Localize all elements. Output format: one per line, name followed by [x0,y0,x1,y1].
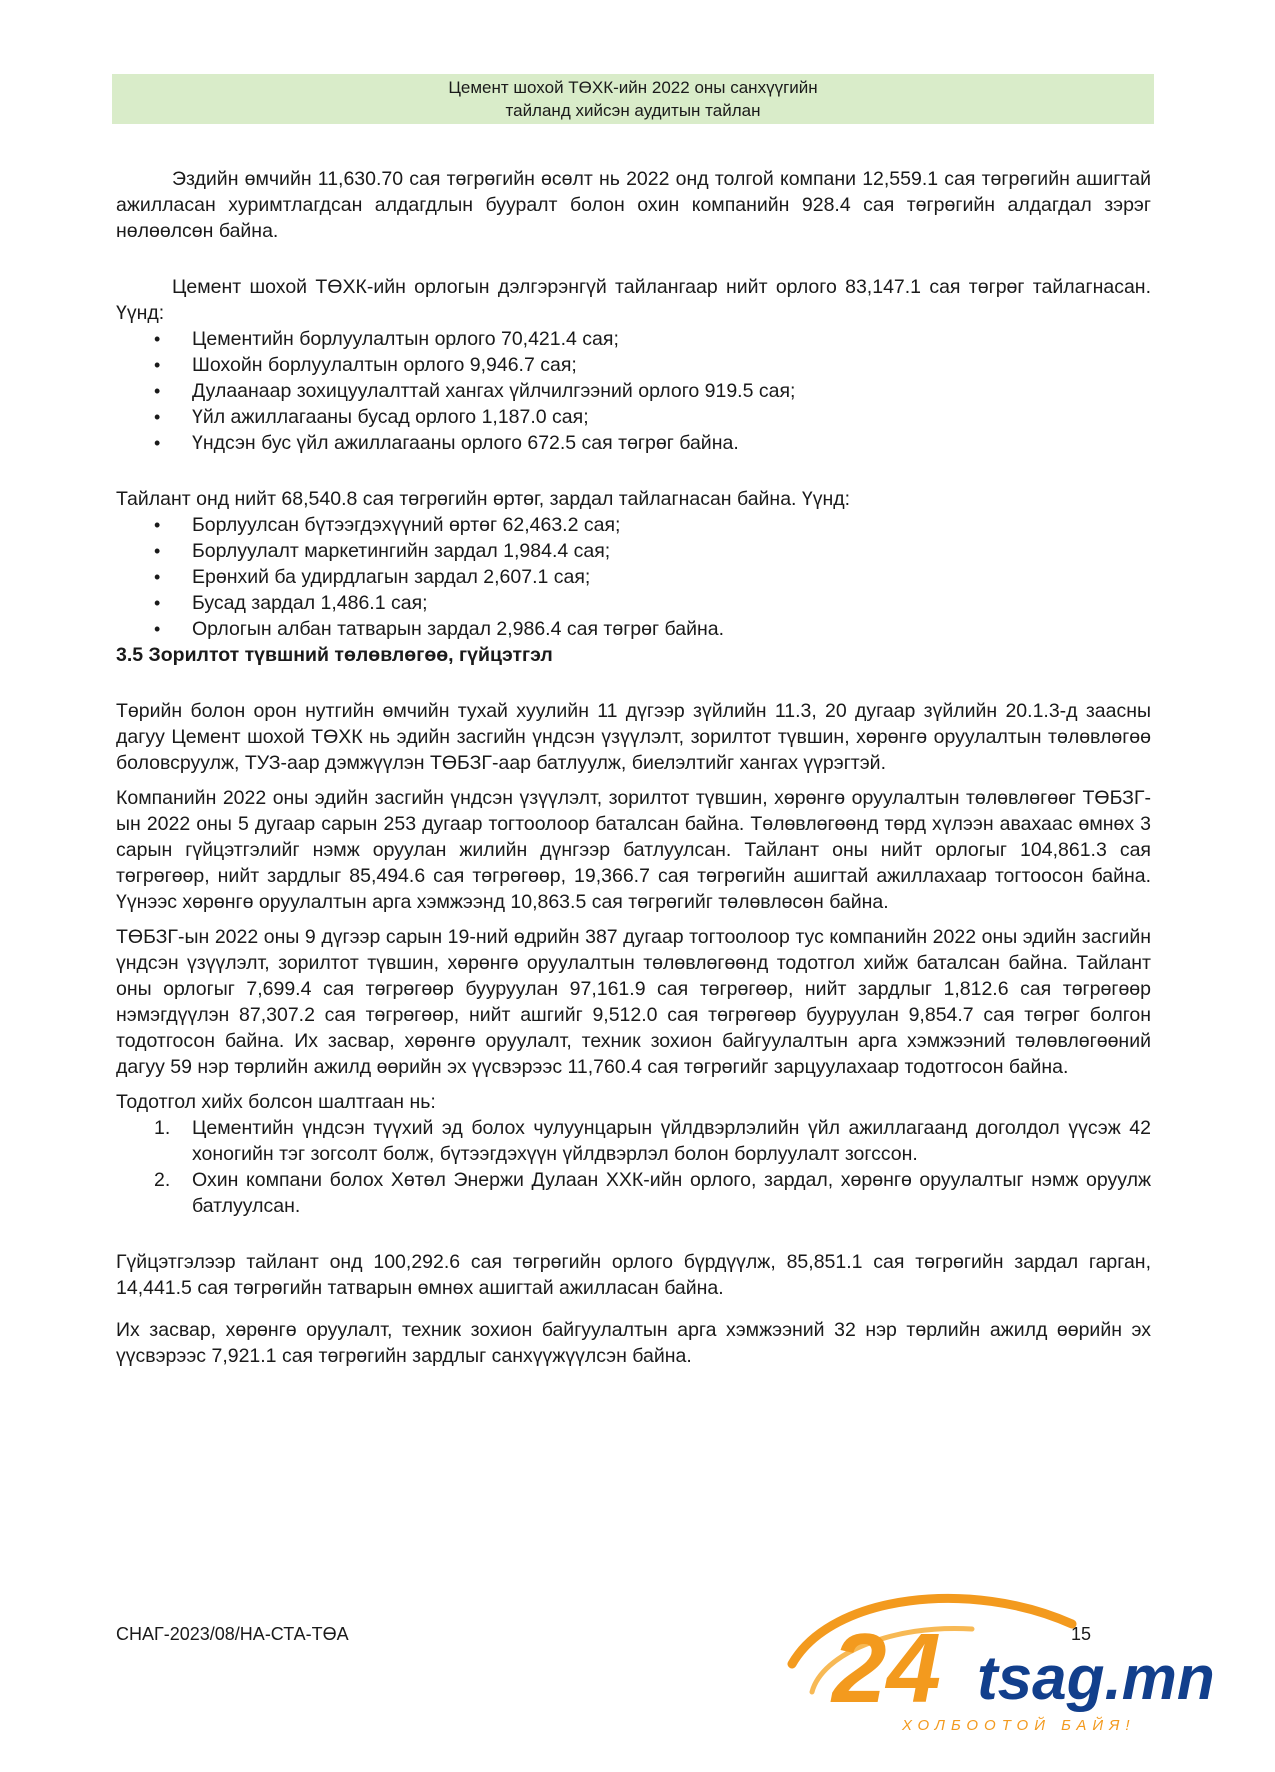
list-item: • Ерөнхий ба удирдлагын зардал 2,607.1 сая; [116,564,1151,590]
paragraph-equity: Эздийн өмчийн 11,630.70 сая төгрөгийн өсөлт нь 2022 онд толгой компани 12,559.1 сая төгрөгийн ашигтай ажилласан хуримтлагдсан алдагдлын бууралт болон охин компанийн 928.4 сая төгрөгийн алдагдал зэрэг нөлөөлсөн байна. [116,168,1151,242]
paragraph-reasons-intro: Тодотгол хийх болсон шалтгаан нь: [116,1091,436,1113]
list-item: • Үйл ажиллагааны бусад орлого 1,187.0 сая; [116,404,1151,430]
paragraph-performance: Гүйцэтгэлээр тайлант онд 100,292.6 сая төгрөгийн орлого бүрдүүлж, 85,851.1 сая төгрөгийн зардал гарган, 14,441.5 сая төгрөгийн татварын өмнөх ашигтай ажилласан байна. [116,1251,1151,1299]
logo-name: tsag.mn [977,1644,1215,1713]
list-item: • Дулаанаар зохицуулалттай хангах үйлчилгээний орлого 919.5 сая; [116,378,1151,404]
section-title: 3.5 Зорилтот түвшний төлөвлөгөө, гүйцэтгэл [116,644,553,666]
paragraph-capex: Их засвар, хөрөнгө оруулалт, техник зохион байгуулалтын арга хэмжээний 32 нэр төрлийн ажилд өөрийн эх үүсвэрээс 7,921.1 сая төгрөгийн зардлыг санхүүжүүлсэн байна. [116,1319,1151,1367]
paragraph-amendment: ТӨБЗГ-ын 2022 оны 9 дүгээр сарын 19-ний өдрийн 387 дугаар тогтоолоор тус компанийн 2022 оны эдийн засгийн үндсэн үзүүлэлт, зорилтот түвшин, хөрөнгө оруулалтын төлөвлөгөөнд тодотгол хийж баталсан байна. Тайлант оны орлогыг 7,699.4 сая төгрөгөөр бууруулан 97,161.9 сая төгрөгөөр, нийт зардлыг 1,812.6 сая төгрөгөөр нэмэгдүүлэн 87,307.2 сая төгрөгөөр, нийт ашгийг 9,512.0 сая төгрөгөөр бууруулан 9,854.7 сая төгрөг болгон тодотгосон байна. Их засвар, хөрөнгө оруулалт, техник зохион байгуулалтын арга хэмжээний төлөвлөгөөний дагуу 59 нэр төрлийн ажилд өөрийн эх үүсвэрээс 11,760.4 сая төгрөгийг зарцуулахаар тодотгосон байна. [116,926,1151,1078]
list-item: • Шохойн борлуулалтын орлого 9,946.7 сая; [116,352,1151,378]
header-line-2: тайланд хийсэн аудитын тайлан [505,101,761,120]
logo-number: 24 [832,1613,942,1723]
header-line-1: Цемент шохой ТӨХК-ийн 2022 оны санхүүгийн [448,78,818,97]
paragraph-income-intro: Цемент шохой ТӨХК-ийн орлогын дэлгэрэнгүй тайлангаар нийт орлого 83,147.1 сая төгрөг тайлагнасан. Үүнд: [116,276,1151,324]
tsag-mn-logo [772,1584,1242,1734]
list-item [116,1115,1151,1167]
reasons-list [116,1115,1151,1219]
list-number: 2. [154,1169,171,1191]
page-number: 15 [1071,1624,1092,1644]
paragraph-law: Төрийн болон орон нутгийн өмчийн тухай хуулийн 11 дүгээр зүйлийн 11.3, 20 дугаар зүйлийн 20.1.3-д заасны дагуу Цемент шохой ТӨХК нь эдийн засгийн үндсэн үзүүлэлт, зорилтот түвшин, хөрөнгө оруулалтын төлөвлөгөө боловсруулж, ТУЗ-аар дэмжүүлэн ТӨБЗГ-аар батлуулж, биелэлтийг хангах үүрэгтэй. [116,700,1151,774]
list-item: • Бусад зардал 1,486.1 сая; [116,590,1151,616]
list-item: • Үндсэн бус үйл ажиллагааны орлого 672.5 сая төгрөг байна. [116,430,1151,456]
document-code: СНАГ-2023/08/НА-СТА-ТӨА [116,1624,349,1644]
list-number: 1. [154,1117,171,1139]
logo-slogan: ХОЛБООТОЙ БАЙЯ! [902,1717,1136,1734]
paragraph-plan-2022: Компанийн 2022 оны эдийн засгийн үндсэн үзүүлэлт, зорилтот түвшин, хөрөнгө оруулалтын төлөвлөгөөг ТӨБЗГ-ын 2022 оны 5 дугаар сарын 253 дугаар тогтоолоор баталсан байна. Төлөвлөгөөнд төрд хүлээн авахаас өмнөх 3 сарын гүйцэтгэлийг нэмж оруулан жилийн дүнгээр батлуулсан. Тайлант оны нийт орлогыг 104,861.3 сая төгрөгөөр, нийт зардлыг 85,494.6 сая төгрөгөөр, 19,366.7 сая төгрөгийн ашигтай ажиллахаар тогтоосон байна. Үүнээс хөрөнгө оруулалтын арга хэмжээнд 10,863.5 сая төгрөгийг төлөвлөсөн байна. [116,787,1151,913]
income-list [116,326,1151,456]
report-header [112,74,1154,124]
list-item: • Борлуулалт маркетингийн зардал 1,984.4 сая; [116,538,1151,564]
list-item: • Цементийн борлуулалтын орлого 70,421.4 сая; [116,326,1151,352]
page-body [116,166,1151,1369]
list-item [116,1167,1151,1219]
list-text: Цементийн үндсэн түүхий эд болох чулуунцарын үйлдвэрлэлийн үйл ажиллагаанд доголдол үүсэж 42 хоногийн тэг зогсолт болж, бүтээгдэхүүн үйлдвэрлэл болон борлуулалт зогссон. [192,1117,1151,1165]
expense-list [116,512,1151,642]
paragraph-expense-intro: Тайлант онд нийт 68,540.8 сая төгрөгийн өртөг, зардал тайлагнасан байна. Үүнд: [116,488,851,510]
list-text: Охин компани болох Хөтөл Энержи Дулаан ХХК-ийн орлого, зардал, хөрөнгө оруулалтыг нэмж оруулж батлуулсан. [192,1169,1151,1217]
list-item: • Борлуулсан бүтээгдэхүүний өртөг 62,463.2 сая; [116,512,1151,538]
list-item: • Орлогын албан татварын зардал 2,986.4 сая төгрөг байна. [116,616,1151,642]
